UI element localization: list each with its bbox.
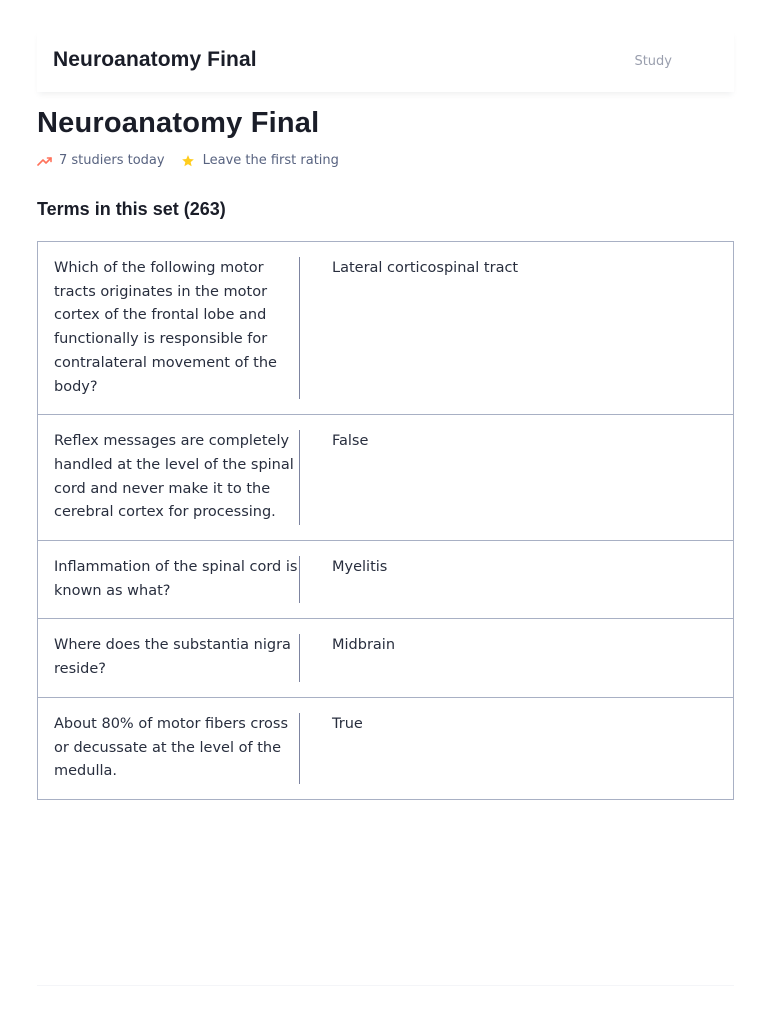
term-question: Where does the substantia nigra reside? <box>54 637 291 678</box>
term-divider <box>299 713 300 784</box>
term-divider <box>299 257 300 399</box>
study-link[interactable]: Study <box>634 54 672 69</box>
page-title: Neuroanatomy Final <box>37 107 320 139</box>
studiers-count: 7 studiers today <box>59 153 165 168</box>
term-answer: True <box>332 715 363 732</box>
term-divider <box>299 430 300 525</box>
terms-section-title: Terms in this set (263) <box>37 199 226 219</box>
term-question: About 80% of motor fibers cross or decussate at the level of the medulla. <box>54 715 289 780</box>
term-row <box>38 414 733 540</box>
header-title: Neuroanatomy Final <box>53 48 257 71</box>
star-icon <box>181 154 195 168</box>
top-header <box>37 30 734 92</box>
term-answer: Lateral corticospinal tract <box>332 260 519 276</box>
term-divider <box>299 634 300 681</box>
term-answer: Midbrain <box>332 637 396 654</box>
set-meta <box>37 153 339 168</box>
leave-rating-link[interactable]: Leave the first rating <box>202 153 339 168</box>
trending-up-icon <box>37 155 53 167</box>
term-row <box>38 697 733 799</box>
term-row <box>38 242 733 414</box>
term-answer: Myelitis <box>332 559 388 576</box>
term-divider <box>299 556 300 603</box>
term-question: Reflex messages are completely handled at the level of the spinal cord and never make it to the cerebral cortex for processing. <box>54 433 294 521</box>
term-row <box>38 618 733 696</box>
terms-list <box>37 241 734 800</box>
term-row <box>38 540 733 618</box>
footer-divider <box>37 985 734 986</box>
term-question: Inflammation of the spinal cord is known as what? <box>54 559 298 599</box>
term-question: Which of the following motor tracts originates in the motor cortex of the frontal lobe and functionally is responsible for contralateral movement of the body? <box>54 260 277 395</box>
term-answer: False <box>332 433 369 450</box>
